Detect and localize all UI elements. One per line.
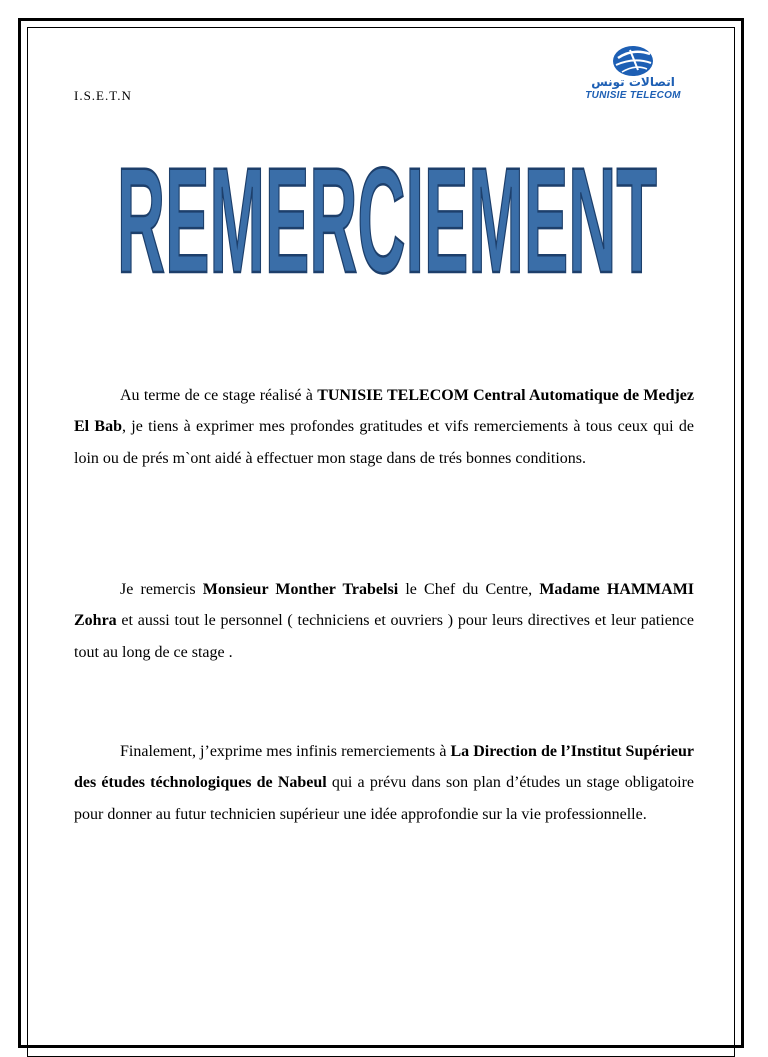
page-title (112, 134, 662, 284)
paragraph-2-segment: le Chef du Centre, (398, 581, 540, 598)
paragraph-3-segment: qui a prévu dans son plan d’études un stage obligatoire pour donner au futur technicien supérieur une idée approfondie sur la vie professionnelle. (74, 774, 695, 823)
paragraph-1-segment: , je tiens à exprimer mes profondes gratitudes et vifs remerciements à tous ceux qui de loin ou de prés m`ont aidé à effectuer mon stage dans de trés bonnes conditions. (74, 418, 695, 467)
paragraph-2-segment: Madame HAMMAMI Zohra (74, 581, 695, 630)
logo-arabic-text: اتصالات تونس (591, 75, 675, 89)
paragraph-3-segment: La Direction de l’Institut Supérieur des études téchnologiques de Nabeul (74, 743, 694, 792)
paragraph-3 (74, 736, 694, 830)
institution-label: I.S.E.T.N (74, 88, 132, 103)
paragraph-2-segment: Je remercis (120, 581, 203, 598)
tunisie-telecom-logo (578, 44, 688, 104)
paragraph-1 (74, 380, 694, 474)
paragraph-2-segment: et aussi tout le personnel ( techniciens et ouvriers ) pour leurs directives et leur patience tout au long de ce stage . (74, 612, 694, 661)
paragraph-1-segment: Au terme de ce stage réalisé à (120, 387, 318, 404)
page-title-text: REMERCIEMENT (117, 136, 657, 284)
telecom-globe-icon (578, 44, 688, 78)
paragraph-2 (74, 574, 694, 668)
paragraph-3-segment: Finalement, j’exprime mes infinis remerciements à (120, 743, 451, 760)
paragraph-2-segment: Monsieur Monther Trabelsi (202, 581, 399, 598)
paragraph-1-segment: TUNISIE TELECOM Central Automatique de Medjez El Bab (74, 387, 695, 436)
logo-latin-text: TUNISIE TELECOM (585, 90, 681, 101)
